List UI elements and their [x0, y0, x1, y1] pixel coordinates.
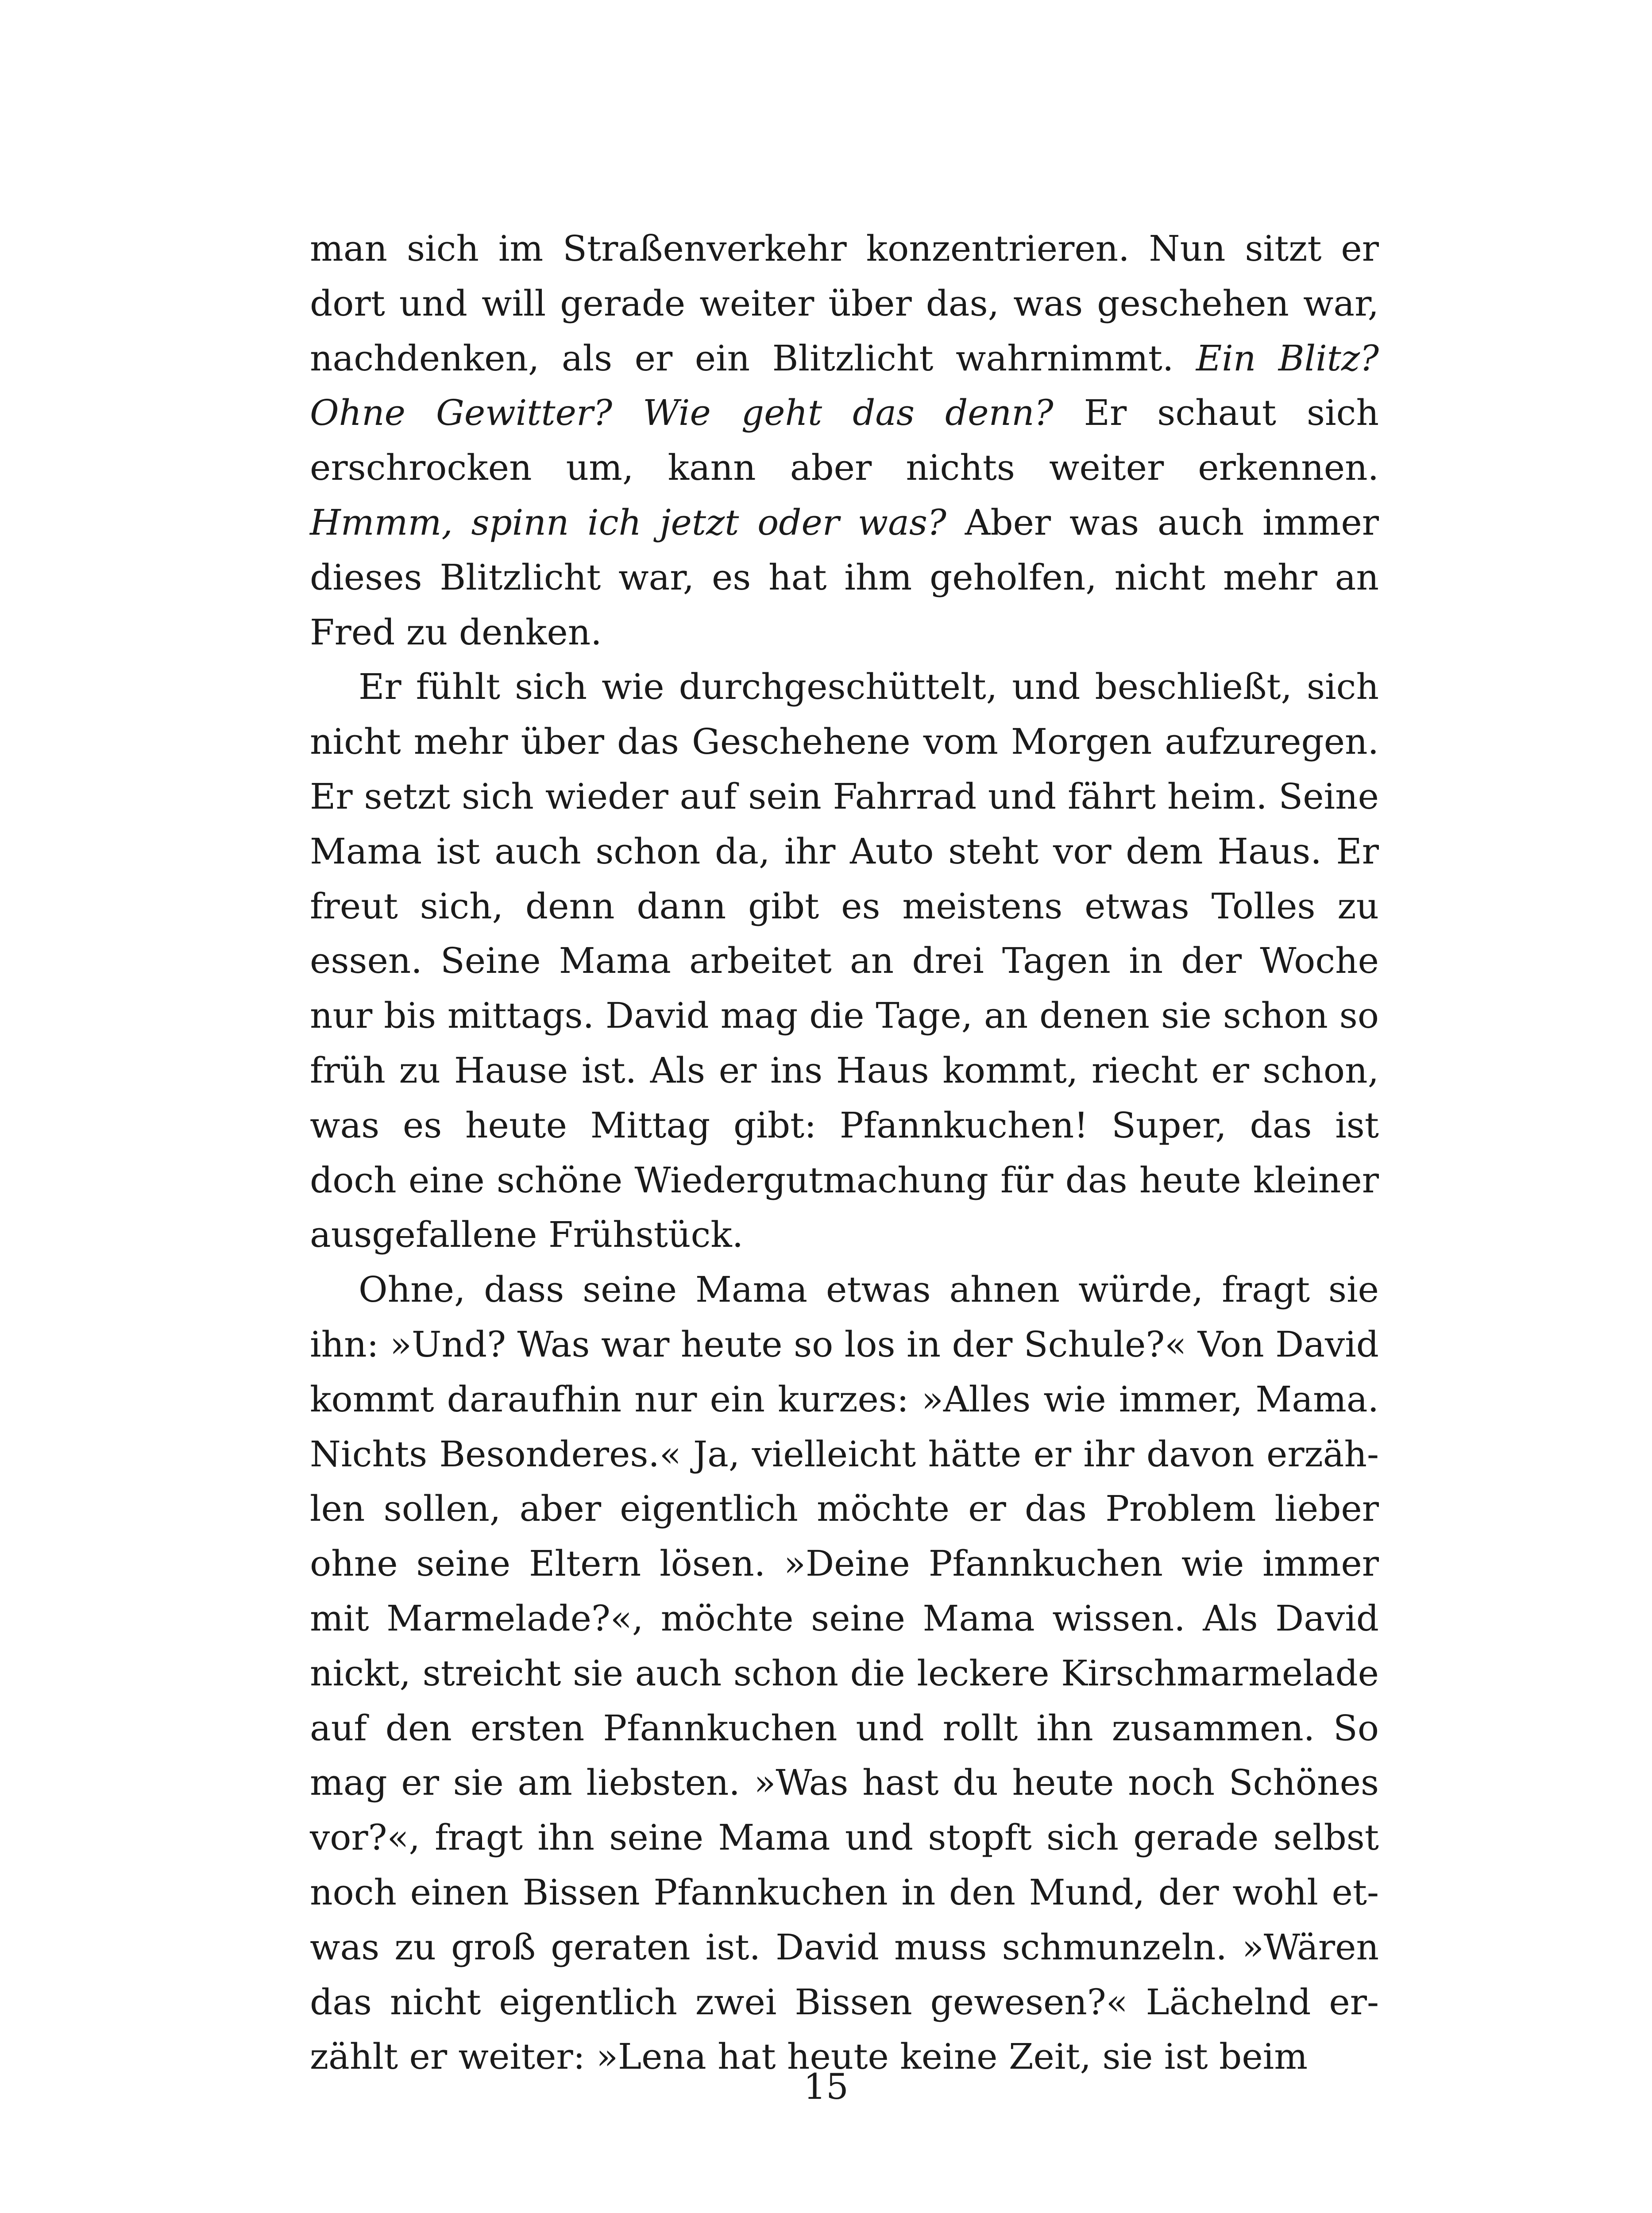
- text-segment: man sich im Straßenverkehr konzentrieren. Nun sitzt er dort und will gerade weiter über das, was geschehen war, nachdenken, als er ein Blitzlicht wahrnimmt.: [310, 228, 1379, 379]
- text-segment: Aber was auch immer dieses Blitzlicht war, es hat ihm geholfen, nicht mehr an Fred zu denken.: [310, 501, 1379, 653]
- text-segment: Ohne, dass seine Mama etwas ahnen würde, fragt sie ihn: »Und? Was war heute so los in der Schule?« Von David kommt daraufhin nur ein kurzes: »Alles wie immer, Mama. Nichts Besonderes.« Ja, vielleicht hätte er ihr davon erzählen sollen, aber eigentlich möchte er das Problem lieber ohne seine Eltern lösen. »Deine Pfannkuchen wie immer mit Marmelade?«, möchte seine Mama wissen. Als David nickt, streicht sie auch schon die leckere Kirschmarmelade auf den ersten Pfannkuchen und rollt ihn zusammen. So mag er sie am liebsten. »Was hast du heute noch Schönes vor?«, fragt ihn seine Mama und stopft sich gerade selbst noch einen Bissen Pfannkuchen in den Mund, der wohl etwas zu groß geraten ist. David muss schmunzeln. »Wären das nicht eigentlich zwei Bissen gewesen?« Lächelnd erzählt er weiter: »Lena hat heute keine Zeit, sie ist beim: [310, 1269, 1379, 2078]
- body-text: [310, 221, 1379, 2084]
- italic-thought: Ein Blitz? Ohne Gewitter? Wie geht das denn?: [310, 337, 1379, 434]
- text-segment: Er schaut sich erschrocken um, kann aber nichts weiter erkennen.: [310, 392, 1379, 489]
- paragraph-3: [310, 1262, 1379, 2084]
- text-segment: Er fühlt sich wie durchgeschüttelt, und beschließt, sich nicht mehr über das Geschehene vom Morgen aufzuregen. Er setzt sich wieder auf sein Fahrrad und fährt heim. Seine Mama ist auch schon da, ihr Auto steht vor dem Haus. Er freut sich, denn dann gibt es meistens etwas Tolles zu essen. Seine Mama arbeitet an drei Tagen in der Woche nur bis mittags. David mag die Tage, an denen sie schon so früh zu Hause ist. Als er ins Haus kommt, riecht er schon, was es heute Mittag gibt: Pfannkuchen! Super, das ist doch eine schöne Wiedergutmachung für das heute kleiner ausgefallene Frühstück.: [310, 666, 1379, 1256]
- italic-thought: Hmmm, spinn ich jetzt oder was?: [310, 501, 946, 543]
- page-number: 15: [803, 2066, 849, 2107]
- paragraph-2: [310, 659, 1379, 1262]
- paragraph-1: [310, 221, 1379, 659]
